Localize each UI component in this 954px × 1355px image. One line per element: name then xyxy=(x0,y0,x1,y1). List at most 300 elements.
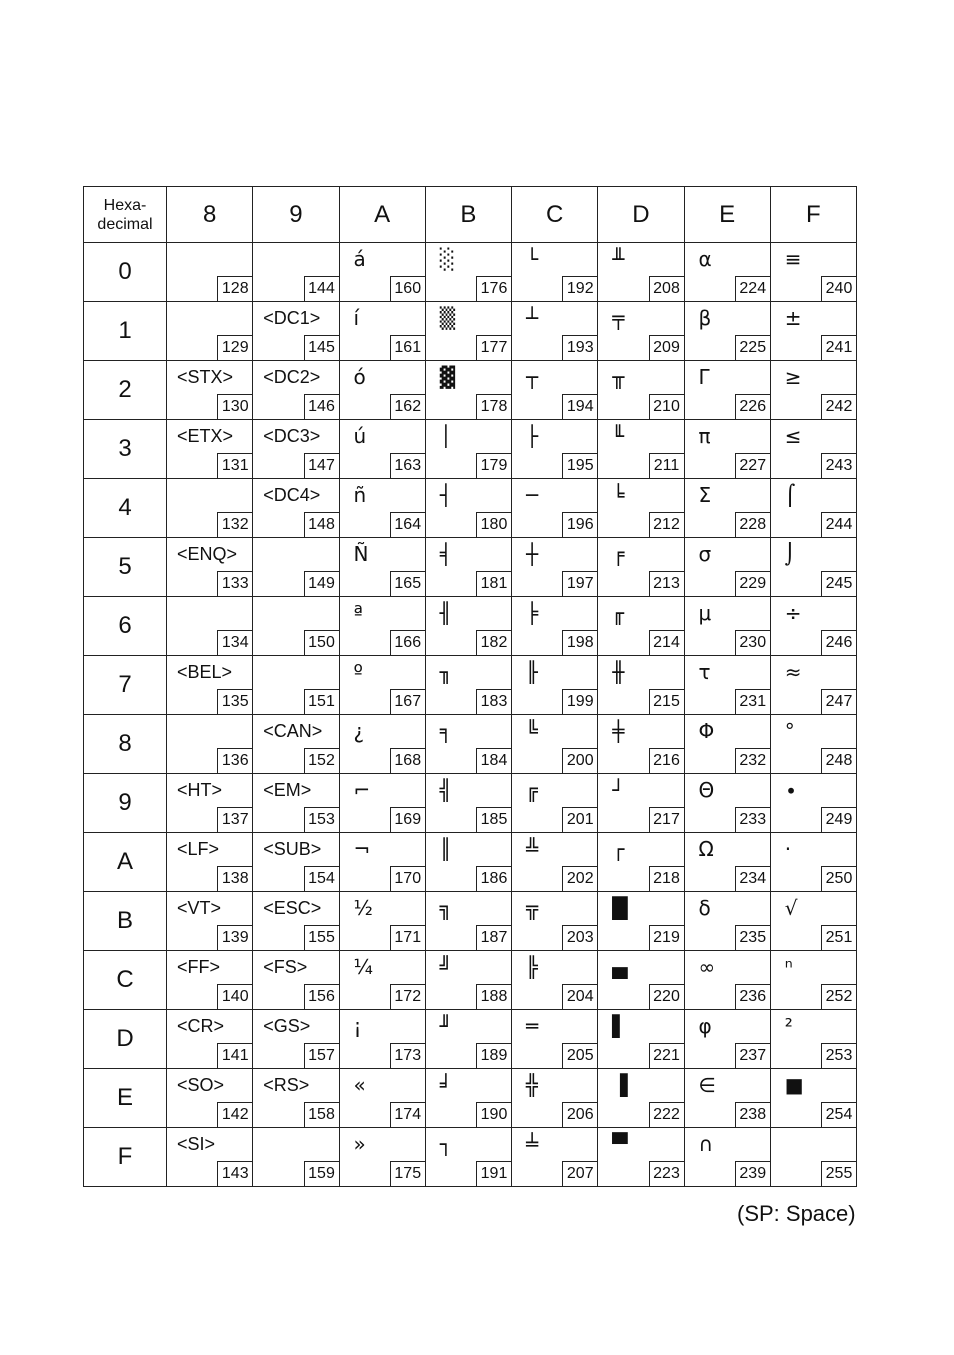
row-header: 9 xyxy=(84,774,167,833)
code-cell xyxy=(167,538,253,597)
right-half-block-icon: ▐ xyxy=(612,1073,628,1097)
code-cell xyxy=(339,892,425,951)
decimal-code: 211 xyxy=(649,453,684,478)
decimal-code: 252 xyxy=(821,984,856,1009)
decimal-code: 165 xyxy=(390,571,425,596)
box-double-down-horizontal-icon: ╦ xyxy=(526,896,539,920)
character-glyph: í xyxy=(353,306,360,330)
box-double-vertical-icon: ║ xyxy=(439,837,452,861)
character-glyph: ⌐ xyxy=(353,778,371,802)
box-double-vertical-left-icon: ╢ xyxy=(439,601,452,625)
decimal-code: 208 xyxy=(649,276,684,301)
control-code-label: <ESC> xyxy=(263,898,322,918)
decimal-code: 194 xyxy=(562,394,597,419)
decimal-code: 143 xyxy=(217,1161,252,1186)
row-header: E xyxy=(84,1069,167,1128)
code-cell xyxy=(598,1128,684,1187)
box-double-down-left-corner-icon: ╗ xyxy=(439,896,452,920)
code-cell xyxy=(339,774,425,833)
control-code-label: <ETX> xyxy=(177,426,234,446)
decimal-code: 182 xyxy=(476,630,511,655)
code-cell xyxy=(770,302,856,361)
box-down-double-right-icon: ╒ xyxy=(612,542,625,566)
decimal-code: 197 xyxy=(562,571,597,596)
code-cell xyxy=(253,774,339,833)
decimal-code: 235 xyxy=(735,925,770,950)
code-cell xyxy=(253,1010,339,1069)
character-glyph: ∞ xyxy=(698,955,716,979)
decimal-code: 207 xyxy=(562,1161,597,1186)
decimal-code: 229 xyxy=(735,571,770,596)
row-header: 8 xyxy=(84,715,167,774)
decimal-code: 255 xyxy=(821,1161,856,1186)
code-cell xyxy=(339,597,425,656)
row-header: C xyxy=(84,951,167,1010)
character-glyph: ² xyxy=(784,1014,793,1038)
character-glyph: « xyxy=(353,1073,366,1097)
decimal-code: 175 xyxy=(390,1161,425,1186)
decimal-code: 146 xyxy=(304,394,339,419)
decimal-code: 193 xyxy=(562,335,597,360)
code-cell xyxy=(512,774,598,833)
box-double-down-right-corner-icon: ╔ xyxy=(526,778,539,802)
decimal-code: 160 xyxy=(390,276,425,301)
code-cell xyxy=(425,892,511,951)
code-cell xyxy=(167,656,253,715)
decimal-code: 213 xyxy=(649,571,684,596)
code-cell xyxy=(598,833,684,892)
code-cell xyxy=(339,479,425,538)
decimal-code: 246 xyxy=(821,630,856,655)
code-cell xyxy=(167,774,253,833)
decimal-code: 166 xyxy=(390,630,425,655)
code-cell xyxy=(253,892,339,951)
decimal-code: 244 xyxy=(821,512,856,537)
decimal-code: 178 xyxy=(476,394,511,419)
code-cell xyxy=(167,243,253,302)
decimal-code: 201 xyxy=(562,807,597,832)
decimal-code: 216 xyxy=(649,748,684,773)
box-up-single-double-horizontal-icon: ╧ xyxy=(526,1132,539,1156)
box-up-double-left-icon: ╛ xyxy=(439,1073,452,1097)
control-code-label: <EM> xyxy=(263,780,312,800)
code-cell xyxy=(167,479,253,538)
decimal-code: 214 xyxy=(649,630,684,655)
table-row xyxy=(84,833,857,892)
box-up-double-right-icon: ╘ xyxy=(612,483,625,507)
code-cell xyxy=(512,597,598,656)
decimal-code: 215 xyxy=(649,689,684,714)
decimal-code: 227 xyxy=(735,453,770,478)
code-cell xyxy=(770,951,856,1010)
code-cell xyxy=(167,892,253,951)
box-double-up-horizontal-icon: ╩ xyxy=(526,837,539,861)
table-row xyxy=(84,774,857,833)
medium-shade-icon: ▒ xyxy=(439,306,456,330)
decimal-code: 206 xyxy=(562,1102,597,1127)
decimal-code: 180 xyxy=(476,512,511,537)
code-cell xyxy=(684,656,770,715)
table-row xyxy=(84,892,857,951)
column-header: A xyxy=(339,187,425,243)
character-glyph: τ xyxy=(698,660,711,684)
row-header: 1 xyxy=(84,302,167,361)
decimal-code: 181 xyxy=(476,571,511,596)
row-header: F xyxy=(84,1128,167,1187)
code-cell xyxy=(167,1069,253,1128)
decimal-code: 167 xyxy=(390,689,425,714)
decimal-code: 231 xyxy=(735,689,770,714)
table-row xyxy=(84,656,857,715)
character-glyph: ª xyxy=(353,601,363,625)
code-cell xyxy=(425,597,511,656)
table-row xyxy=(84,302,857,361)
decimal-code: 158 xyxy=(304,1102,339,1127)
decimal-code: 222 xyxy=(649,1102,684,1127)
decimal-code: 176 xyxy=(476,276,511,301)
character-glyph: ú xyxy=(353,424,367,448)
decimal-code: 188 xyxy=(476,984,511,1009)
row-header: D xyxy=(84,1010,167,1069)
decimal-code: 225 xyxy=(735,335,770,360)
table-row xyxy=(84,715,857,774)
code-cell xyxy=(598,1069,684,1128)
decimal-code: 241 xyxy=(821,335,856,360)
decimal-code: 202 xyxy=(562,866,597,891)
decimal-code: 134 xyxy=(217,630,252,655)
decimal-code: 234 xyxy=(735,866,770,891)
character-glyph: á xyxy=(353,247,366,271)
box-vertical-icon: │ xyxy=(439,424,452,448)
code-cell xyxy=(770,715,856,774)
box-down-horizontal-icon: ┬ xyxy=(526,365,539,389)
code-cell xyxy=(339,538,425,597)
decimal-code: 251 xyxy=(821,925,856,950)
code-cell xyxy=(770,774,856,833)
code-cell xyxy=(598,243,684,302)
character-glyph: ■ xyxy=(784,1073,804,1097)
code-cell xyxy=(425,1010,511,1069)
character-glyph: ≡ xyxy=(784,247,802,271)
code-cell xyxy=(684,538,770,597)
code-cell xyxy=(770,479,856,538)
box-corner-up-right-icon: └ xyxy=(526,247,539,271)
box-double-up-left-corner-icon: ╝ xyxy=(439,955,452,979)
decimal-code: 130 xyxy=(217,394,252,419)
decimal-code: 240 xyxy=(821,276,856,301)
code-cell xyxy=(770,597,856,656)
decimal-code: 136 xyxy=(217,748,252,773)
code-cell xyxy=(253,420,339,479)
code-cell xyxy=(339,302,425,361)
column-header: E xyxy=(684,187,770,243)
code-cell xyxy=(512,538,598,597)
box-double-down-right-icon: ╓ xyxy=(612,601,625,625)
decimal-code: 152 xyxy=(304,748,339,773)
control-code-label: <SI> xyxy=(177,1134,216,1154)
decimal-code: 138 xyxy=(217,866,252,891)
box-down-single-double-horizontal-icon: ╤ xyxy=(612,306,625,330)
decimal-code: 224 xyxy=(735,276,770,301)
code-cell xyxy=(167,1010,253,1069)
character-glyph: ¡ xyxy=(353,1014,362,1038)
box-double-vertical-single-horizontal-icon: ╫ xyxy=(612,660,625,684)
decimal-code: 142 xyxy=(217,1102,252,1127)
code-cell xyxy=(425,302,511,361)
code-cell xyxy=(253,715,339,774)
character-glyph: » xyxy=(353,1132,366,1156)
code-cell xyxy=(770,1128,856,1187)
control-code-label: <SO> xyxy=(177,1075,225,1095)
code-cell xyxy=(253,479,339,538)
code-cell xyxy=(598,597,684,656)
table-row xyxy=(84,1069,857,1128)
code-cell xyxy=(253,243,339,302)
decimal-code: 186 xyxy=(476,866,511,891)
code-cell xyxy=(339,656,425,715)
decimal-code: 133 xyxy=(217,571,252,596)
code-cell xyxy=(167,361,253,420)
decimal-code: 157 xyxy=(304,1043,339,1068)
table-row xyxy=(84,538,857,597)
decimal-code: 203 xyxy=(562,925,597,950)
box-double-up-right-icon: ╙ xyxy=(612,424,625,448)
character-glyph: β xyxy=(698,306,712,330)
character-glyph: μ xyxy=(698,601,712,625)
decimal-code: 161 xyxy=(390,335,425,360)
decimal-code: 245 xyxy=(821,571,856,596)
decimal-code: 141 xyxy=(217,1043,252,1068)
code-cell xyxy=(425,361,511,420)
decimal-code: 239 xyxy=(735,1161,770,1186)
decimal-code: 162 xyxy=(390,394,425,419)
code-cell xyxy=(684,715,770,774)
code-cell xyxy=(339,1128,425,1187)
code-cell xyxy=(339,420,425,479)
decimal-code: 185 xyxy=(476,807,511,832)
box-up-left-icon: ┘ xyxy=(612,778,625,802)
code-cell xyxy=(339,1069,425,1128)
box-vertical-double-horizontal-icon: ╪ xyxy=(612,719,625,743)
corner-line-2: decimal xyxy=(97,215,153,233)
table-row xyxy=(84,243,857,302)
code-cell xyxy=(684,951,770,1010)
decimal-code: 191 xyxy=(476,1161,511,1186)
code-cell xyxy=(684,597,770,656)
box-down-double-horizontal-icon: ╥ xyxy=(612,365,625,389)
decimal-code: 183 xyxy=(476,689,511,714)
code-cell xyxy=(425,833,511,892)
code-cell xyxy=(512,715,598,774)
code-cell xyxy=(598,892,684,951)
code-cell xyxy=(684,1069,770,1128)
code-cell xyxy=(598,951,684,1010)
character-glyph: ∙ xyxy=(784,778,798,802)
row-header: 5 xyxy=(84,538,167,597)
code-cell xyxy=(512,1128,598,1187)
decimal-code: 233 xyxy=(735,807,770,832)
code-cell xyxy=(512,361,598,420)
decimal-code: 172 xyxy=(390,984,425,1009)
decimal-code: 205 xyxy=(562,1043,597,1068)
decimal-code: 253 xyxy=(821,1043,856,1068)
code-cell xyxy=(512,243,598,302)
code-cell xyxy=(684,1010,770,1069)
decimal-code: 151 xyxy=(304,689,339,714)
code-cell xyxy=(770,833,856,892)
decimal-code: 132 xyxy=(217,512,252,537)
decimal-code: 129 xyxy=(217,335,252,360)
code-cell xyxy=(425,715,511,774)
character-glyph: ∩ xyxy=(698,1132,714,1156)
character-glyph: φ xyxy=(698,1014,712,1038)
decimal-code: 249 xyxy=(821,807,856,832)
decimal-code: 147 xyxy=(304,453,339,478)
code-cell xyxy=(598,774,684,833)
code-cell xyxy=(512,656,598,715)
code-cell xyxy=(770,892,856,951)
code-cell xyxy=(339,1010,425,1069)
decimal-code: 154 xyxy=(304,866,339,891)
decimal-code: 168 xyxy=(390,748,425,773)
code-cell xyxy=(684,479,770,538)
code-cell xyxy=(770,538,856,597)
box-vertical-double-right-icon: ╞ xyxy=(526,601,539,625)
control-code-label: <SUB> xyxy=(263,839,322,859)
control-code-label: <DC2> xyxy=(263,367,321,387)
code-cell xyxy=(512,302,598,361)
character-glyph: ≥ xyxy=(784,365,802,389)
row-header: 7 xyxy=(84,656,167,715)
character-glyph: Ω xyxy=(698,837,714,861)
box-double-vertical-right-icon: ╟ xyxy=(526,660,539,684)
code-cell xyxy=(512,479,598,538)
control-code-label: <CAN> xyxy=(263,721,323,741)
decimal-code: 163 xyxy=(390,453,425,478)
box-down-left-icon: ┐ xyxy=(439,1132,452,1156)
row-header: A xyxy=(84,833,167,892)
lower-half-block-icon: ▄ xyxy=(612,955,628,979)
code-cell xyxy=(770,1069,856,1128)
code-cell xyxy=(598,302,684,361)
decimal-code: 174 xyxy=(390,1102,425,1127)
row-header: 0 xyxy=(84,243,167,302)
decimal-code: 155 xyxy=(304,925,339,950)
code-cell xyxy=(598,656,684,715)
space-footnote: (SP: Space) xyxy=(737,1201,856,1226)
box-double-horizontal-icon: ═ xyxy=(526,1014,539,1038)
hexadecimal-corner-header xyxy=(84,187,167,243)
decimal-code: 250 xyxy=(821,866,856,891)
character-glyph: Ñ xyxy=(353,542,369,566)
character-glyph: ⁿ xyxy=(784,955,793,979)
character-glyph: ¼ xyxy=(353,955,373,979)
column-header: F xyxy=(770,187,856,243)
decimal-code: 139 xyxy=(217,925,252,950)
dark-shade-icon: ▓ xyxy=(439,365,456,389)
decimal-code: 177 xyxy=(476,335,511,360)
code-cell xyxy=(425,774,511,833)
decimal-code: 159 xyxy=(304,1161,339,1186)
decimal-code: 198 xyxy=(562,630,597,655)
decimal-code: 195 xyxy=(562,453,597,478)
character-glyph: δ xyxy=(698,896,711,920)
decimal-code: 248 xyxy=(821,748,856,773)
code-cell xyxy=(684,420,770,479)
box-double-down-left-icon: ╖ xyxy=(439,660,452,684)
box-double-up-single-horizontal-icon: ╨ xyxy=(612,247,625,271)
decimal-code: 135 xyxy=(217,689,252,714)
row-header: B xyxy=(84,892,167,951)
code-cell xyxy=(770,243,856,302)
full-block-icon: █ xyxy=(612,896,628,920)
code-cell xyxy=(512,892,598,951)
table-row xyxy=(84,420,857,479)
control-code-label: <FS> xyxy=(263,957,308,977)
code-cell xyxy=(512,1069,598,1128)
control-code-label: <DC3> xyxy=(263,426,321,446)
code-cell xyxy=(770,1010,856,1069)
code-cell xyxy=(598,479,684,538)
decimal-code: 164 xyxy=(390,512,425,537)
decimal-code: 169 xyxy=(390,807,425,832)
decimal-code: 223 xyxy=(649,1161,684,1186)
code-cell xyxy=(684,361,770,420)
box-cross-icon: ┼ xyxy=(526,542,539,566)
box-up-horizontal-icon: ┴ xyxy=(526,306,539,330)
code-cell xyxy=(425,951,511,1010)
code-cell xyxy=(684,774,770,833)
decimal-code: 171 xyxy=(390,925,425,950)
character-glyph: α xyxy=(698,247,712,271)
box-down-right-icon: ┌ xyxy=(612,837,625,861)
code-cell xyxy=(770,420,856,479)
box-down-double-left-icon: ╕ xyxy=(439,719,452,743)
control-code-label: <LF> xyxy=(177,839,220,859)
column-header: 8 xyxy=(167,187,253,243)
code-cell xyxy=(253,833,339,892)
character-glyph: ¬ xyxy=(353,837,371,861)
decimal-code: 184 xyxy=(476,748,511,773)
decimal-code: 254 xyxy=(821,1102,856,1127)
code-cell xyxy=(598,361,684,420)
character-glyph: ≤ xyxy=(784,424,802,448)
character-glyph: ° xyxy=(784,719,795,743)
character-glyph: ½ xyxy=(353,896,373,920)
table-row xyxy=(84,479,857,538)
control-code-label: <VT> xyxy=(177,898,222,918)
decimal-code: 149 xyxy=(304,571,339,596)
decimal-code: 150 xyxy=(304,630,339,655)
decimal-code: 187 xyxy=(476,925,511,950)
control-code-label: <STX> xyxy=(177,367,234,387)
box-double-up-left-icon: ╜ xyxy=(439,1014,452,1038)
corner-line-1: Hexa- xyxy=(103,196,147,214)
character-glyph: Θ xyxy=(698,778,715,802)
code-cell xyxy=(598,538,684,597)
box-vertical-left-icon: ┤ xyxy=(439,483,452,507)
code-cell xyxy=(684,243,770,302)
code-cell xyxy=(598,715,684,774)
decimal-code: 219 xyxy=(649,925,684,950)
character-glyph: · xyxy=(784,837,792,861)
box-double-up-right-corner-icon: ╚ xyxy=(526,719,539,743)
decimal-code: 148 xyxy=(304,512,339,537)
code-cell xyxy=(253,361,339,420)
column-header: B xyxy=(425,187,511,243)
code-cell xyxy=(684,302,770,361)
box-double-vertical-left-tee-icon: ╣ xyxy=(439,778,452,802)
